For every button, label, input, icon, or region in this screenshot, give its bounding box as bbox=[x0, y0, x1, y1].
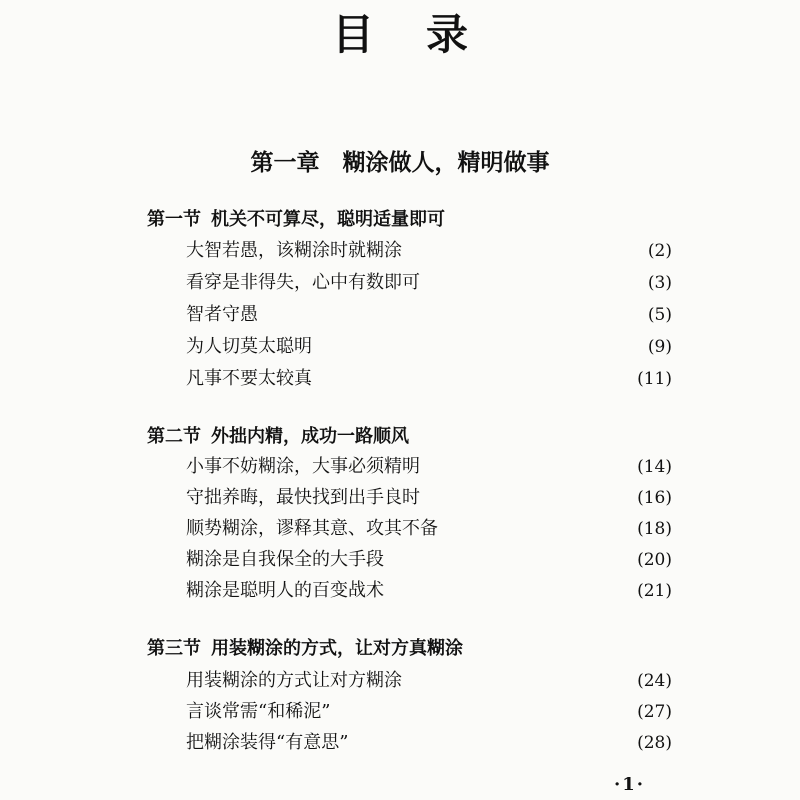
leader-dots bbox=[392, 543, 631, 577]
section-title: 机关不可算尽，聪明适量即可 bbox=[211, 209, 445, 230]
entry-page: (2) bbox=[647, 241, 672, 261]
leader-dots bbox=[266, 298, 642, 332]
toc-entry bbox=[186, 481, 672, 515]
leader-dots bbox=[392, 574, 631, 608]
leader-dots bbox=[410, 234, 642, 268]
entry-page: (20) bbox=[637, 550, 672, 570]
toc-entry bbox=[186, 362, 672, 396]
section-number: 第三节 bbox=[147, 638, 201, 659]
entry-title: 大智若愚，该糊涂时就糊涂 bbox=[186, 240, 402, 261]
entry-title: 糊涂是自我保全的大手段 bbox=[186, 549, 384, 570]
entry-title: 守拙养晦，最快找到出手良时 bbox=[186, 487, 420, 508]
entry-title: 小事不妨糊涂，大事必须精明 bbox=[186, 456, 420, 477]
entry-title: 看穿是非得失，心中有数即可 bbox=[186, 272, 420, 293]
entry-title: 用装糊涂的方式让对方糊涂 bbox=[186, 670, 402, 691]
leader-dots bbox=[338, 695, 631, 729]
section-heading-2 bbox=[147, 420, 707, 454]
entry-page: (3) bbox=[647, 273, 672, 293]
leader-dots bbox=[428, 481, 631, 515]
entry-page: (18) bbox=[637, 519, 672, 539]
entry-title: 把糊涂装得“有意思” bbox=[186, 732, 349, 753]
toc-entry bbox=[186, 574, 672, 608]
toc-entry bbox=[186, 726, 672, 760]
chapter-heading: 第一章 糊涂做人，精明做事 bbox=[250, 150, 550, 176]
entry-title: 顺势糊涂，谬释其意、攻其不备 bbox=[186, 518, 438, 539]
leader-dots bbox=[428, 450, 631, 484]
entry-page: (11) bbox=[637, 369, 672, 389]
section-title: 用装糊涂的方式，让对方真糊涂 bbox=[211, 638, 463, 659]
toc-entry bbox=[186, 450, 672, 484]
leader-dots bbox=[446, 512, 631, 546]
section-number: 第一节 bbox=[147, 209, 201, 230]
toc-entry bbox=[186, 330, 672, 364]
leader-dots bbox=[320, 362, 631, 396]
toc-entry bbox=[186, 298, 672, 332]
entry-page: (27) bbox=[637, 702, 672, 722]
leader-dots bbox=[410, 664, 631, 698]
toc-entry bbox=[186, 543, 672, 577]
toc-entry bbox=[186, 234, 672, 268]
toc-entry bbox=[186, 695, 672, 729]
toc-entry bbox=[186, 512, 672, 546]
toc-entry bbox=[186, 266, 672, 300]
entry-page: (9) bbox=[647, 337, 672, 357]
section-heading-1 bbox=[147, 203, 707, 237]
toc-entry bbox=[186, 664, 672, 698]
entry-page: (5) bbox=[647, 305, 672, 325]
entry-page: (28) bbox=[637, 733, 672, 753]
section-heading-3 bbox=[147, 632, 707, 666]
entry-page: (16) bbox=[637, 488, 672, 508]
leader-dots bbox=[428, 266, 642, 300]
entry-title: 糊涂是聪明人的百变战术 bbox=[186, 580, 384, 601]
leader-dots bbox=[356, 726, 631, 760]
leader-dots bbox=[320, 330, 642, 364]
entry-title: 为人切莫太聪明 bbox=[186, 336, 312, 357]
section-number: 第二节 bbox=[147, 426, 201, 447]
entry-page: (14) bbox=[637, 457, 672, 477]
entry-title: 凡事不要太较真 bbox=[186, 368, 312, 389]
page-number: ·1· bbox=[614, 774, 646, 795]
page-title: 目录 bbox=[331, 10, 520, 59]
entry-page: (24) bbox=[637, 671, 672, 691]
entry-title: 言谈常需“和稀泥” bbox=[186, 701, 331, 722]
entry-title: 智者守愚 bbox=[186, 304, 258, 325]
section-title: 外拙内精，成功一路顺风 bbox=[211, 426, 409, 447]
entry-page: (21) bbox=[637, 581, 672, 601]
